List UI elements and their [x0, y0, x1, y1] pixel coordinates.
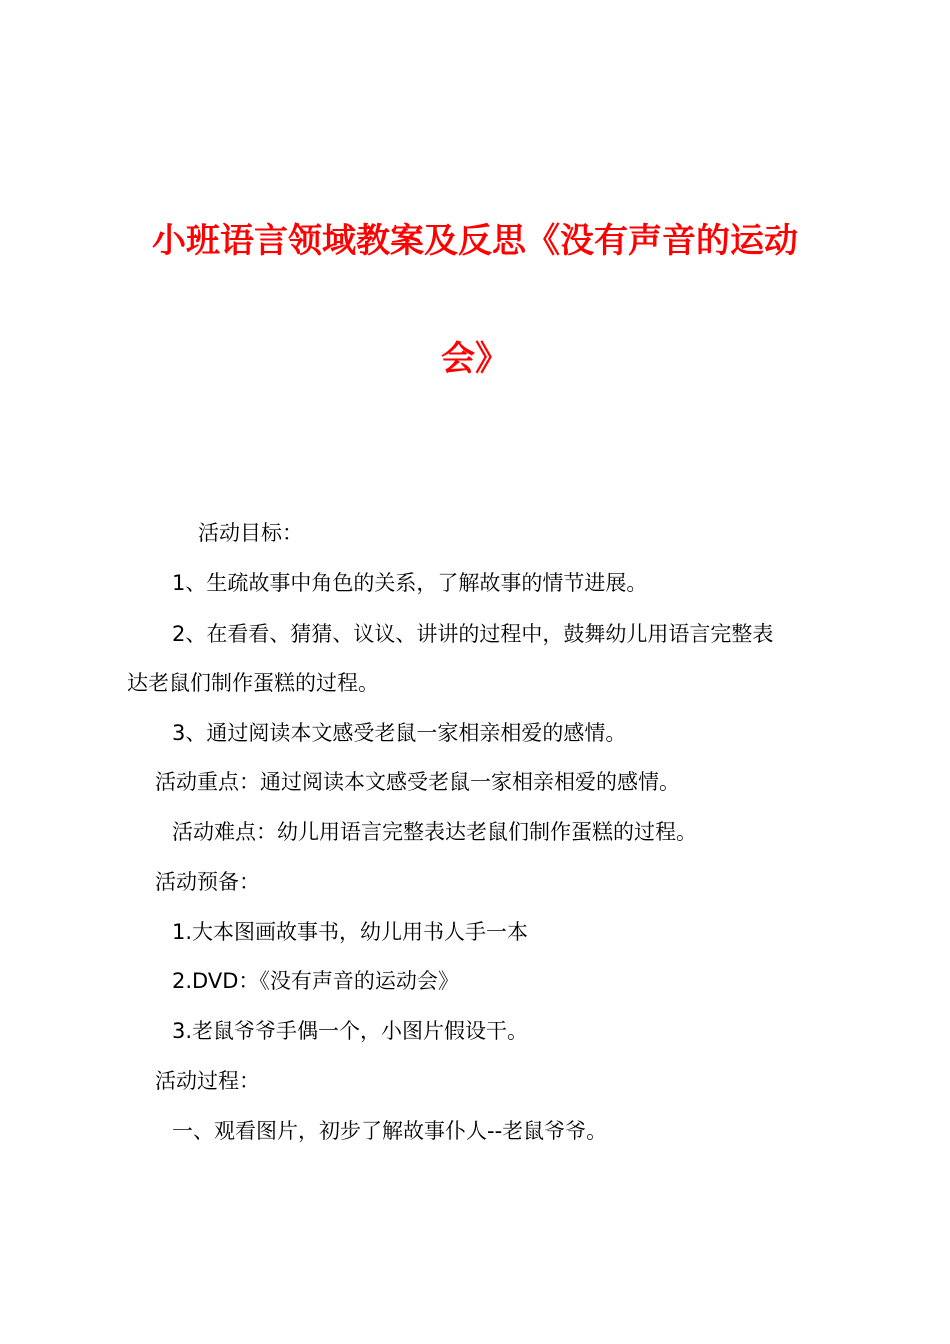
preparation-item-1: 1.大本图画故事书，幼儿用书人手一本: [172, 920, 529, 944]
goal-item-1: 1、生疏故事中角色的关系，了解故事的情节进展。: [172, 571, 648, 595]
activity-key-point: 活动重点：通过阅读本文感受老鼠一家相亲相爱的感情。: [155, 770, 680, 794]
goal-item-2: 2、在看看、猜猜、议议、讲讲的过程中，鼓舞幼儿用语言完整表: [172, 622, 774, 646]
process-step-1: 一、观看图片，初步了解故事仆人--老鼠爷爷。: [172, 1119, 608, 1143]
activity-difficulty: 活动难点：幼儿用语言完整表达老鼠们制作蛋糕的过程。: [172, 820, 697, 844]
section-heading-activity-process: 活动过程：: [155, 1069, 260, 1093]
section-heading-activity-goals: 活动目标：: [198, 521, 303, 545]
document-title-line-1: 小班语言领域教案及反思《没有声音的运动: [152, 221, 798, 261]
preparation-item-2: 2.DVD：《没有声音的运动会》: [172, 969, 459, 993]
document-title-line-2: 会》: [441, 339, 509, 379]
goal-item-2-continued: 达老鼠们制作蛋糕的过程。: [127, 671, 379, 695]
goal-item-3: 3、通过阅读本文感受老鼠一家相亲相爱的感情。: [172, 721, 627, 745]
preparation-item-3: 3.老鼠爷爷手偶一个，小图片假设干。: [172, 1019, 529, 1043]
section-heading-activity-preparation: 活动预备：: [155, 870, 260, 894]
